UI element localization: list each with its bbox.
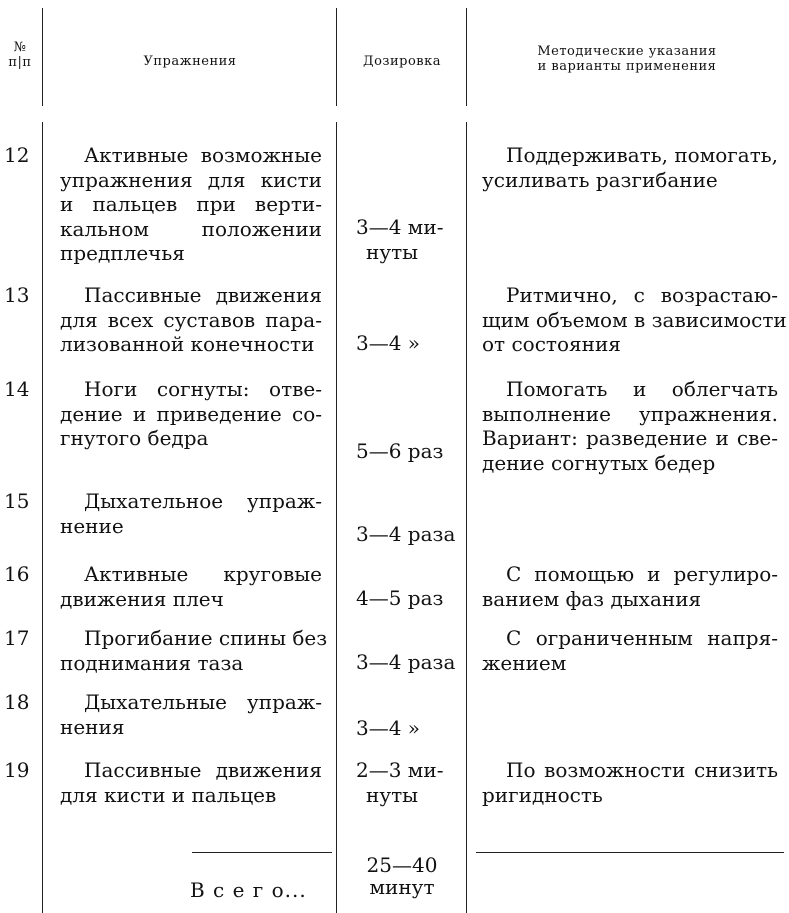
header-exercises: Упражнения (143, 54, 237, 69)
notes-line: жением (482, 650, 567, 675)
notes-cell (482, 626, 778, 675)
row-number: 18 (4, 690, 30, 714)
exercise-cell (60, 690, 322, 739)
total-dose-value: 25—40 (366, 853, 438, 877)
total-label: В с е г о... (190, 878, 307, 902)
notes-line: С ограниченным напря- (506, 626, 778, 650)
exercise-line: Дыхательные упраж- (84, 690, 322, 714)
exercise-line: и пальцев при верти- (60, 192, 322, 216)
notes-line: Поддерживать, помогать, (506, 143, 779, 167)
notes-line: С помощью и регулиро- (506, 562, 778, 586)
notes-line: По возможности снизить (506, 758, 778, 782)
notes-line: выполнение упражнения. (482, 401, 778, 426)
exercise-line: поднимания таза (60, 650, 244, 675)
row-number: 14 (4, 377, 30, 401)
dosage-line: 5—6 раз (356, 439, 444, 463)
exercise-line: Ноги согнуты: отве- (84, 377, 322, 401)
col-rule-right-2 (466, 122, 467, 913)
row-number: 12 (4, 143, 30, 167)
header-notes-line2: и варианты применения (537, 59, 717, 74)
col-rule-left-2 (42, 122, 43, 913)
dosage-line: нуты (366, 239, 419, 264)
exercise-line: Пассивные движения (84, 758, 322, 782)
dosage-cell (356, 522, 462, 547)
exercise-cell (60, 758, 322, 807)
exercise-line: гнутого бедра (60, 426, 209, 450)
exercise-line: Активные круговые (84, 562, 322, 586)
notes-line: усиливать разгибание (482, 167, 718, 192)
notes-cell (482, 758, 778, 807)
exercise-line: кальном положении (60, 216, 322, 241)
dosage-line: нуты (366, 782, 419, 807)
header-notes (468, 44, 786, 74)
dosage-line: 3—4 раза (356, 522, 456, 546)
notes-cell (482, 377, 778, 475)
notes-line: ванием фаз дыхания (482, 586, 702, 611)
dosage-line: 3—4 ми- (356, 215, 444, 239)
notes-line: Ритмично, с возрастаю- (506, 283, 778, 307)
total-rule-left (192, 852, 332, 853)
col-rule-right (466, 8, 467, 106)
exercise-line: нения (60, 714, 125, 739)
col-rule-mid-2 (336, 122, 337, 913)
total-dose (338, 854, 466, 898)
notes-line: ригидность (482, 782, 603, 807)
notes-line: Помогать и облегчать (506, 377, 778, 401)
exercise-line: Дыхательное упраж- (84, 489, 322, 513)
exercise-line: предплечья (60, 241, 185, 265)
row-number: 19 (4, 758, 30, 782)
header-number-symbol: № (13, 40, 27, 55)
dosage-cell (356, 439, 462, 464)
header-dosage: Дозировка (363, 54, 441, 69)
exercise-line: Активные возможные (84, 143, 322, 167)
dosage-cell (356, 758, 462, 807)
header-number (2, 40, 38, 70)
total-rule-right (476, 852, 784, 853)
dosage-line: 3—4 раза (356, 650, 456, 674)
dosage-line: 4—5 раз (356, 586, 444, 610)
row-number: 15 (4, 489, 30, 513)
row-number: 17 (4, 626, 30, 650)
col-rule-mid (336, 8, 337, 106)
exercise-cell (60, 377, 322, 451)
col-rule-left (42, 8, 43, 106)
exercise-cell (60, 143, 322, 266)
dosage-cell (356, 331, 462, 356)
notes-line: дение согнутых бедер (482, 450, 716, 475)
exercise-cell (60, 626, 328, 675)
notes-cell (482, 562, 778, 611)
exercise-line: упражнения для кисти (60, 167, 322, 192)
dosage-cell (356, 716, 462, 741)
exercise-line: Пассивные движения (84, 283, 322, 307)
notes-line: Вариант: разведение и све- (482, 426, 778, 450)
notes-cell (482, 143, 778, 192)
exercise-line: лизованной конечности (60, 332, 315, 356)
dosage-line: 3—4 » (356, 331, 421, 355)
exercise-line: дение и приведение со- (60, 401, 322, 426)
total-dose-unit: минут (369, 875, 435, 899)
exercise-line: для всех суставов пара- (60, 307, 322, 332)
header-notes-line1: Методические указания (537, 44, 717, 59)
exercise-line: нение (60, 513, 124, 538)
dosage-line: 2—3 ми- (356, 758, 444, 782)
notes-cell (482, 283, 787, 357)
row-number: 16 (4, 562, 30, 586)
notes-line: щим объемом в зависимости (482, 307, 787, 332)
exercise-line: для кисти и пальцев (60, 782, 277, 807)
dosage-cell (356, 215, 462, 264)
row-number: 13 (4, 283, 30, 307)
exercise-cell (60, 489, 322, 538)
header-number-abbrev: п|п (8, 55, 32, 70)
dosage-line: 3—4 » (356, 716, 421, 740)
exercise-cell (60, 283, 322, 357)
exercise-line: движения плеч (60, 586, 224, 611)
dosage-cell (356, 586, 462, 611)
notes-line: от состояния (482, 332, 621, 356)
exercise-cell (60, 562, 322, 611)
dosage-cell (356, 650, 462, 675)
exercise-line: Прогибание спины без (84, 626, 328, 650)
